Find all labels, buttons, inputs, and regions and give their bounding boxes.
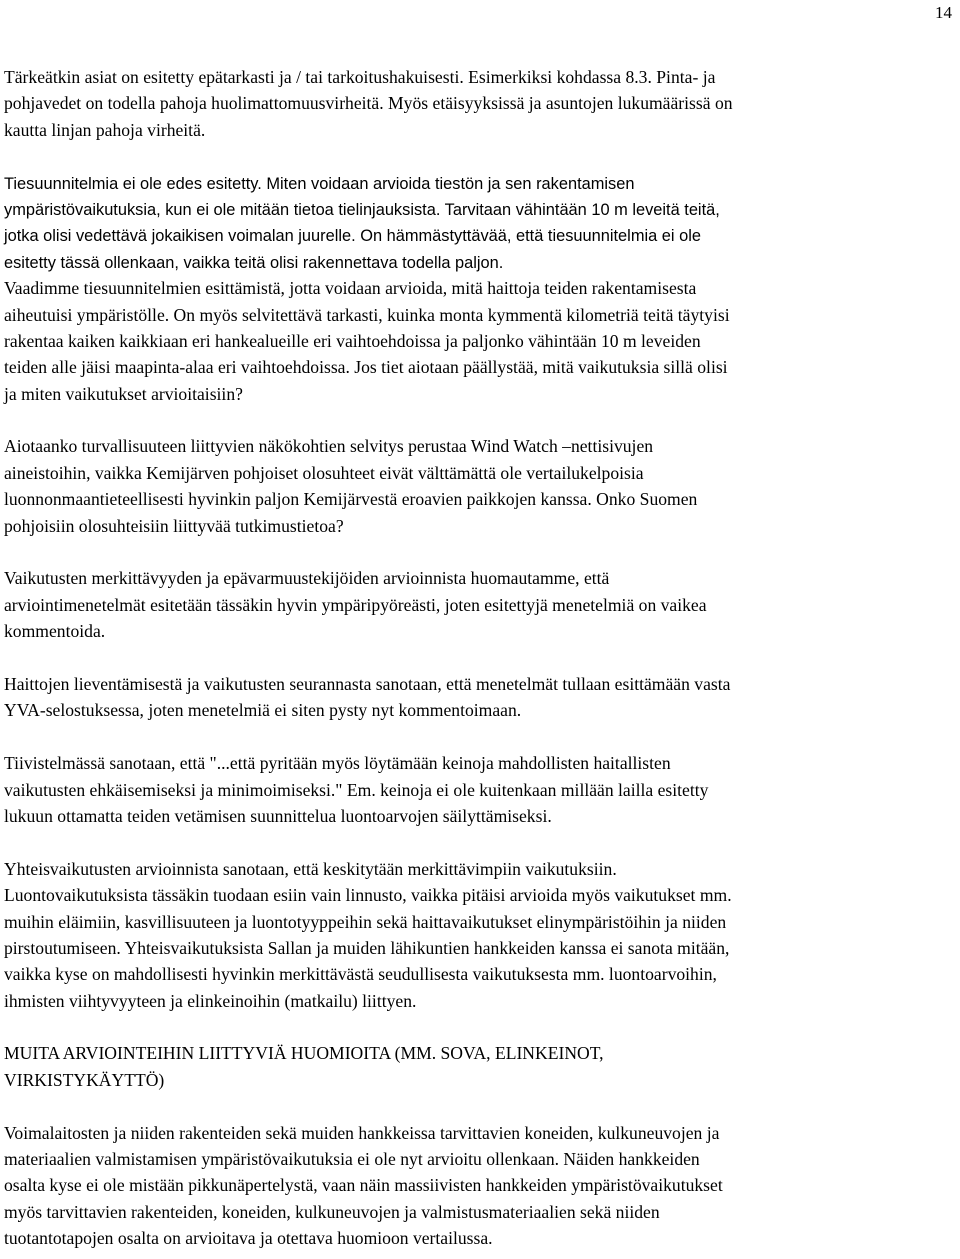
page-number: 14: [935, 3, 952, 22]
text-line: Tärkeätkin asiat on esitetty epätarkasti ja / tai tarkoitushakuisesti. Esimerkiksi kohdassa 8.3. Pinta- ja: [4, 67, 716, 87]
text-line: YVA-selostuksessa, joten menetelmiä ei siten pysty nyt kommentoimaan.: [4, 700, 522, 721]
text-line: [4, 196, 956, 222]
sans-text: Tiesuunnitelmia ei ole edes esitetty. Miten voidaan arvioida tiestön ja sen rakentamisen: [4, 174, 635, 193]
sans-text: ympäristövaikutuksia, kun ei ole mitään tietoa tielinjauksista. Tarvitaan vähintään 10 m leveitä teitä,: [4, 200, 720, 219]
text-line: Luontovaikutuksista tässäkin tuodaan esiin vain linnusto, vaikka pitäisi arvioida myös vaikutukset mm.: [4, 885, 732, 906]
text-line: [4, 249, 956, 275]
text-line: ihmisten viihtyvyyteen ja elinkeinoihin (matkailu) liittyen.: [4, 990, 417, 1011]
text-line: Vaikutusten merkittävyyden ja epävarmuustekijöiden arvioinnista huomautamme, että: [4, 568, 610, 589]
text-line: Voimalaitosten ja niiden rakenteiden sekä muiden hankkeissa tarvittavien koneiden, kulkuneuvojen ja: [4, 1122, 720, 1143]
text-line: myös tarvittavien rakenteiden, koneiden, kulkuneuvojen ja valmistusmateriaalien sekä niiden: [4, 1201, 660, 1222]
text-line: pirstoutumiseen. Yhteisvaikutuksista Sallan ja muiden lähikuntien hankkeiden kanssa ei sanota mitään,: [4, 937, 730, 958]
section-heading: VIRKISTYKÄYTTÖ): [4, 1069, 165, 1090]
text-line: arviointimenetelmät esitetään tässäkin hyvin ympäripyöreästi, joten esitettyjä menetelmiä on vaikea: [4, 594, 707, 615]
text-line: pohjavedet on todella pahoja huolimattomuusvirheitä. Myös etäisyyksissä ja asuntojen lukumäärissä on: [4, 93, 733, 114]
text-line: ja miten vaikutukset arvioitaisiin?: [4, 383, 243, 404]
text-line: Haittojen lieventämisestä ja vaikutusten seurannasta sanotaan, että menetelmät tullaan esittämään vasta: [4, 673, 731, 694]
text-line: kommentoida.: [4, 621, 106, 642]
text-line: osalta kyse ei ole mistään pikkunäpertelystä, vaan näin massiivisten hankkeiden ympäristövaikutukset: [4, 1175, 723, 1196]
text-line: vaikka kyse on mahdollisesti hyvinkin merkittävästä seudullisesta vaikutuksesta mm. luontoarvoihin,: [4, 964, 717, 985]
text-line: aiheutuisi ympäristölle. On myös selvitettävä tarkasti, kuinka monta kymmentä kilometriä teitä täytyisi: [4, 304, 730, 325]
text-line: teiden alle jäisi maapinta-alaa eri vaihtoehdoissa. Jos tiet aiotaan päällystää, mitä vaikutuksia sillä olisi: [4, 357, 728, 378]
text-line: kautta linjan pahoja virheitä.: [4, 119, 206, 140]
text-line: [4, 170, 956, 196]
text-line: Aiotaanko turvallisuuteen liittyvien näkökohtien selvitys perustaa Wind Watch –nettisivujen: [4, 436, 654, 457]
sans-text: jotka olisi vedettävä jokaikisen voimalan juurelle. On hämmästyttävää, että tiesuunnitelmia ei ole: [4, 227, 701, 246]
sans-text: esitetty tässä ollenkaan, vaikka teitä olisi rakennettava todella paljon.: [4, 253, 504, 272]
text-line: Yhteisvaikutusten arvioinnista sanotaan, että keskitytään merkittävimpiin vaikutuksiin.: [4, 858, 617, 879]
text-line: pohjoisiin olosuhteisiin liittyvää tutkimustietoa?: [4, 515, 344, 536]
text-line: Vaadimme tiesuunnitelmien esittämistä, jotta voidaan arvioida, mitä haittoja teiden rakentamisesta: [4, 278, 697, 299]
text-line: tuotantotapojen osalta on arvioitava ja otettava huomioon vertailussa.: [4, 1228, 493, 1249]
text-line: vaikutusten ehkäisemiseksi ja minimoimiseksi." Em. keinoja ei ole kuitenkaan millään lailla esitetty: [4, 779, 709, 800]
section-heading: MUITA ARVIOINTEIHIN LIITTYVIÄ HUOMIOITA (MM. SOVA, ELINKEINOT,: [4, 1043, 604, 1064]
text-line: luonnonmaantieteellisesti hyvinkin paljon Kemijärvestä eroavien paikkojen kanssa. Onko Suomen: [4, 489, 698, 510]
text-line: Tiivistelmässä sanotaan, että "...että pyritään myös löytämään keinoja mahdollisten haitallisten: [4, 753, 671, 774]
text-line: muihin eläimiin, kasvillisuuteen ja luontotyyppeihin sekä haittavaikutukset elinympäristöihin ja niiden: [4, 911, 727, 932]
text-line: lukuun ottamatta teiden vetämisen suunnittelua luontoarvojen säilyttämiseksi.: [4, 805, 552, 826]
text-line: rakentaa kaiken kaikkiaan eri hankealueille eri vaihtoehdoissa ja paljonko vähintään 10 m leveiden: [4, 330, 701, 351]
text-line: materiaalien valmistamisen ympäristövaikutuksia ei ole nyt arvioitu ollenkaan. Näiden hankkeiden: [4, 1149, 700, 1170]
text-line: aineistoihin, vaikka Kemijärven pohjoiset olosuhteet eivät välttämättä ole vertailukelpoisia: [4, 462, 644, 483]
document-body: [4, 64, 956, 1252]
text-line: [4, 222, 956, 248]
